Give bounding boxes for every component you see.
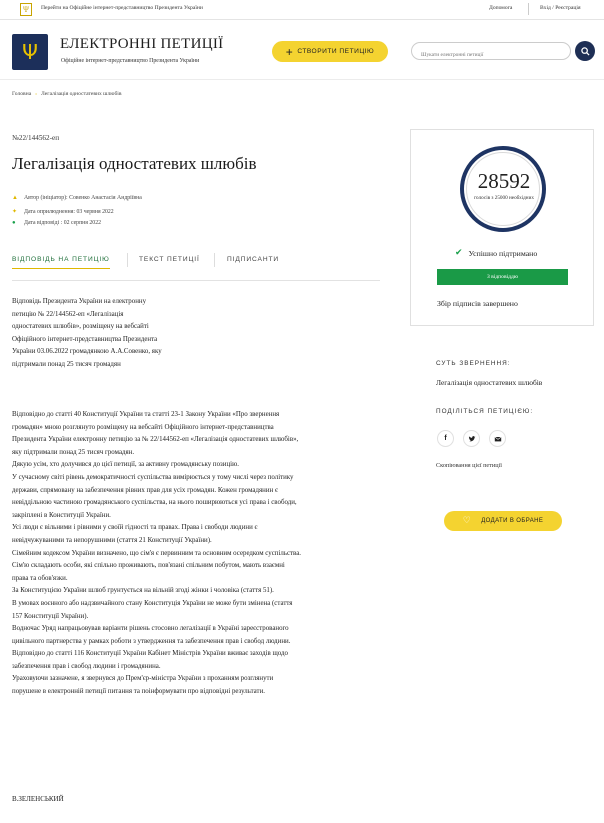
help-link[interactable]: Допомога: [489, 5, 513, 11]
share-label: ПОДІЛІТЬСЯ ПЕТИЦІЄЮ:: [436, 408, 534, 415]
published-line: [12, 208, 114, 215]
search-input[interactable]: [412, 47, 552, 63]
trident-icon[interactable]: Ψ: [20, 3, 32, 16]
login-link[interactable]: Вхід / Реєстрація: [540, 5, 581, 11]
vote-counter: [460, 146, 546, 232]
published-text: Дата оприлюднення: 03 червня 2022: [24, 208, 114, 215]
answer-intro: Відповідь Президента України на електронну петицію № 22/144562-еп «Легалізація одностатевих шлюбів», розміщену на вебсайті Офіційного інтернет-представництва Президента України 03.06.2022 громадянкою А.А.Совенко, яку підтримали понад 25 тисяч громадян: [12, 298, 162, 368]
tab-divider: [214, 253, 215, 267]
create-petition-label: СТВОРИТИ ПЕТИЦІЮ: [297, 48, 375, 55]
site-title[interactable]: ЕЛЕКТРОННІ ПЕТИЦІЇ: [60, 36, 224, 52]
check-icon: ✔: [455, 248, 463, 258]
calendar-icon: ✦: [12, 209, 18, 215]
top-bar: [0, 0, 604, 20]
supported-status: [455, 248, 537, 258]
answered-badge: З відповіддю: [437, 269, 568, 285]
petition-number: №22/144562-еп: [12, 134, 60, 142]
essence-value: Легалізація одностатевих шлюбів: [436, 378, 543, 387]
page-title: Легалізація одностатевих шлюбів: [12, 154, 257, 173]
signature: В.ЗЕЛЕНСЬКИЙ: [12, 795, 64, 803]
chat-icon: ●: [12, 220, 16, 226]
author-line: [12, 195, 142, 201]
site-subtitle: Офіційне інтернет-представництво Президента України: [61, 58, 200, 64]
add-to-favorites-button[interactable]: [444, 511, 562, 531]
coat-of-arms-logo[interactable]: [12, 34, 48, 70]
search-button[interactable]: [575, 41, 595, 61]
collection-finished: Збір підписів завершено: [437, 299, 518, 308]
create-petition-button[interactable]: [272, 41, 388, 62]
trident-icon: Ψ: [22, 40, 38, 64]
breadcrumb-home[interactable]: Головна: [12, 91, 32, 97]
tab-answer[interactable]: ВІДПОВІДЬ НА ПЕТИЦІЮ: [12, 256, 110, 269]
twitter-icon: [468, 435, 476, 443]
official-site-link[interactable]: Перейти на Офіційне інтернет-представництво Президента України: [41, 5, 203, 11]
search-icon: [581, 47, 590, 56]
person-icon: ▲: [12, 195, 18, 201]
facebook-icon: f: [444, 435, 447, 442]
email-share-button[interactable]: [489, 430, 506, 447]
vote-count: 28592: [477, 169, 531, 193]
chevron-right-icon: ›: [35, 91, 38, 97]
plus-icon: +: [285, 44, 294, 59]
petition-tabs: [12, 253, 380, 281]
supported-text: Успішно підтримано: [468, 248, 538, 258]
heart-icon: ♡: [462, 516, 472, 526]
search-box: [411, 42, 571, 60]
breadcrumb-current: Легалізація одностатевих шлюбів: [41, 91, 122, 97]
breadcrumb: [12, 91, 122, 97]
tab-petition-text[interactable]: ТЕКСТ ПЕТИЦІЇ: [139, 256, 200, 263]
divider: [528, 3, 529, 15]
tab-divider: [127, 253, 128, 267]
copy-petition-link[interactable]: Скопіювання цієї петиції: [436, 462, 502, 469]
facebook-share-button[interactable]: [437, 430, 454, 447]
answered-line: [12, 220, 101, 226]
vote-count-label: голосів з 25000 необхідних: [474, 195, 534, 201]
essence-label: СУТЬ ЗВЕРНЕННЯ:: [436, 360, 511, 367]
twitter-share-button[interactable]: [463, 430, 480, 447]
author-text: Автор (ініціатор): Совенко Анастасія Андріївна: [24, 195, 142, 201]
mail-icon: [494, 435, 502, 443]
answered-text: Дата відповіді : 02 серпня 2022: [24, 220, 101, 226]
answer-body: Відповідно до статті 40 Конституції України та статті 23-1 Закону України «Про звернення громадян» мною розглянуто розміщену на вебсайті Офіційного інтернет-представництва Президента України електронну петицію за № 22/144562-еп «Легалізація одностатевих шлюбів», яку підтримали понад 25 тисяч громадян. Дякую усім, хто долучився до цієї петиції, за активну громадянську позицію. У сучасному світі рівень демократичності суспільства вимірюється у тому числі через політику держави, спрямовану на забезпечення рівних прав для усіх громадян. Кожен громадянин є невіддільною частиною громадянського суспільства, на нього поширюються усі права і свободи, закріплені в Конституції України. Усі люди є вільними і рівними у своїй гідності та правах. Права і свободи людини є невідчужуваними та непорушними (стаття 21 Конституції України). Сімейним кодексом України визначено, що сім'я є первинним та основним осередком суспільства. Сім'ю складають особи, які спільно проживають, пов'язані спільним побутом, мають взаємні права та обов'язки. За Конституцією України шлюб грунтується на вільній згоді жінки і чоловіка (стаття 51). В умовах воєнного або надзвичайного стану Конституція України не може бути змінена (стаття 157 Конституції України). Водночас Уряд напрацьовував варіанти рішень стосовно легалізації в Україні зареєстрованого цивільного партнерства у рамках роботи з утвердження та забезпечення прав і свобод людини. Відповідно до статті 116 Конституції України Кабінет Міністрів України вживає заходів щодо забезпечення прав і свобод людини і громадянина. Ураховуючи зазначене, я звернувся до Прем'єр-міністра України з проханням розглянути порушене в електронній петиції питання та поінформувати про відповідні результати.: [12, 411, 301, 696]
add-to-favorites-label: ДОДАТИ В ОБРАНЕ: [481, 518, 544, 524]
tab-signers[interactable]: ПІДПИСАНТИ: [227, 256, 280, 263]
site-header: [0, 20, 604, 80]
petition-status-card: [410, 129, 594, 326]
